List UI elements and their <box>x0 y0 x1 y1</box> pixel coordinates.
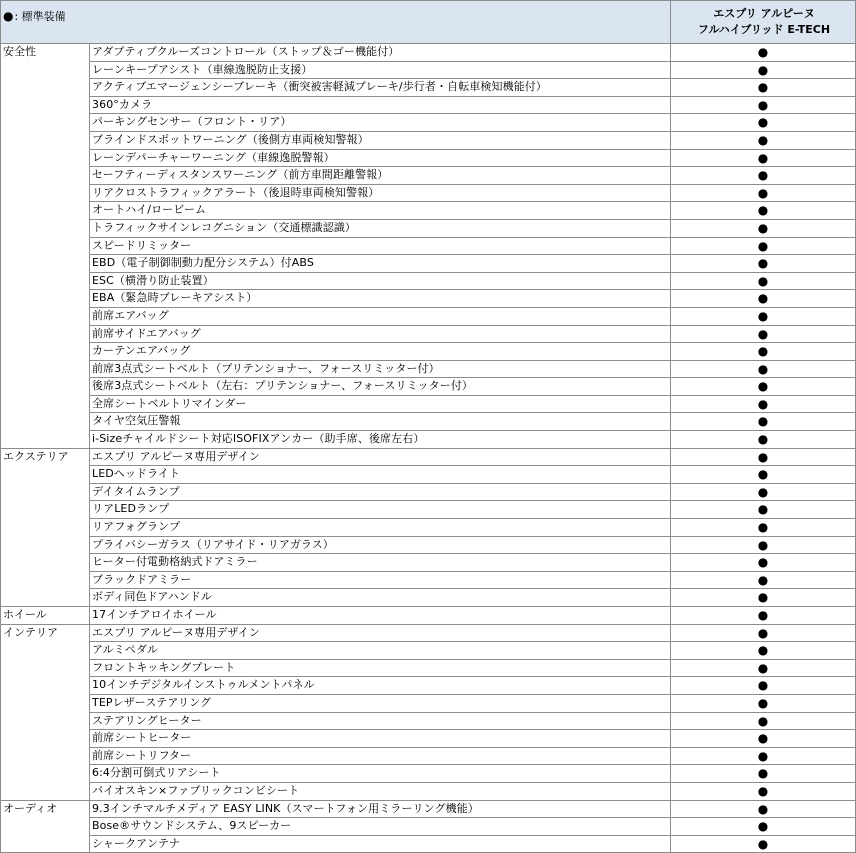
equipment-item-cell: ブラックドアミラー <box>90 571 671 589</box>
legend-label: : 標準装備 <box>14 10 66 23</box>
table-row <box>1 360 856 378</box>
equipment-item-cell: リアフォグランプ <box>90 519 671 537</box>
legend-cell <box>1 1 671 44</box>
table-row <box>1 747 856 765</box>
category-cell: エクステリア <box>1 448 90 606</box>
equipment-item-cell: ステアリングヒーター <box>90 712 671 730</box>
standard-mark-icon: ● <box>671 818 856 836</box>
equipment-item-cell: Bose®サウンドシステム、9スピーカー <box>90 818 671 836</box>
standard-mark-icon: ● <box>671 536 856 554</box>
table-row <box>1 149 856 167</box>
table-row <box>1 61 856 79</box>
standard-mark-icon: ● <box>671 624 856 642</box>
equipment-item-cell: アダプティブクルーズコントロール（ストップ＆ゴー機能付） <box>90 44 671 62</box>
equipment-item-cell: アルミペダル <box>90 642 671 660</box>
equipment-item-cell: デイタイムランプ <box>90 483 671 501</box>
standard-mark-icon: ● <box>671 431 856 449</box>
table-row <box>1 642 856 660</box>
equipment-item-cell: LEDヘッドライト <box>90 466 671 484</box>
equipment-item-cell: タイヤ空気圧警報 <box>90 413 671 431</box>
equipment-item-cell: ESC（横滑り防止装置） <box>90 272 671 290</box>
equipment-item-cell: EBA（緊急時ブレーキアシスト） <box>90 290 671 308</box>
standard-mark-icon: ● <box>671 114 856 132</box>
table-row <box>1 219 856 237</box>
equipment-item-cell: 6:4分割可倒式リアシート <box>90 765 671 783</box>
equipment-item-cell: 全席シートベルトリマインダー <box>90 395 671 413</box>
equipment-item-cell: EBD（電子制御制動力配分システム）付ABS <box>90 255 671 273</box>
table-row <box>1 255 856 273</box>
table-row <box>1 131 856 149</box>
standard-mark-icon: ● <box>671 483 856 501</box>
equipment-item-cell: 360°カメラ <box>90 96 671 114</box>
equipment-item-cell: 前席エアバッグ <box>90 307 671 325</box>
table-row <box>1 466 856 484</box>
equipment-item-cell: バイオスキン×ファブリックコンビシート <box>90 782 671 800</box>
table-row <box>1 483 856 501</box>
standard-mark-icon: ● <box>671 501 856 519</box>
standard-mark-icon: ● <box>671 184 856 202</box>
equipment-item-cell: レーンデパーチャーワーニング（車線逸脱警報） <box>90 149 671 167</box>
standard-mark-icon: ● <box>671 694 856 712</box>
table-row <box>1 79 856 97</box>
standard-mark-icon: ● <box>671 571 856 589</box>
table-row <box>1 818 856 836</box>
standard-mark-icon: ● <box>671 607 856 625</box>
standard-mark-icon: ● <box>671 395 856 413</box>
equipment-item-cell: ボディ同色ドアハンドル <box>90 589 671 607</box>
table-row <box>1 431 856 449</box>
table-row <box>1 712 856 730</box>
standard-mark-icon: ● <box>671 730 856 748</box>
standard-mark-icon: ● <box>671 677 856 695</box>
equipment-item-cell: パーキングセンサー（フロント・リア） <box>90 114 671 132</box>
category-cell: オーディオ <box>1 800 90 853</box>
equipment-item-cell: 9.3インチマルチメディア EASY LINK（スマートフォン用ミラーリング機能） <box>90 800 671 818</box>
table-row <box>1 835 856 853</box>
standard-mark-icon: ● <box>671 272 856 290</box>
equipment-item-cell: プライバシーガラス（リアサイド・リアガラス） <box>90 536 671 554</box>
table-row <box>1 694 856 712</box>
table-row <box>1 325 856 343</box>
table-row <box>1 272 856 290</box>
standard-mark-legend-icon: ● <box>3 9 14 23</box>
standard-mark-icon: ● <box>671 131 856 149</box>
table-row <box>1 571 856 589</box>
equipment-item-cell: リアクロストラフィックアラート（後退時車両検知警報） <box>90 184 671 202</box>
table-row <box>1 536 856 554</box>
table-row <box>1 730 856 748</box>
table-row <box>1 290 856 308</box>
table-row <box>1 800 856 818</box>
equipment-item-cell: リアLEDランプ <box>90 501 671 519</box>
table-row <box>1 184 856 202</box>
standard-mark-icon: ● <box>671 413 856 431</box>
standard-mark-icon: ● <box>671 448 856 466</box>
model-powertrain: フルハイブリッド E-TECH <box>697 23 831 36</box>
standard-mark-icon: ● <box>671 61 856 79</box>
equipment-item-cell: 前席シートリフター <box>90 747 671 765</box>
table-header-row <box>1 1 856 44</box>
table-row <box>1 765 856 783</box>
table-row <box>1 554 856 572</box>
standard-mark-icon: ● <box>671 343 856 361</box>
standard-mark-icon: ● <box>671 800 856 818</box>
table-row <box>1 307 856 325</box>
model-header <box>671 1 856 44</box>
table-row <box>1 44 856 62</box>
standard-mark-icon: ● <box>671 255 856 273</box>
table-row <box>1 782 856 800</box>
standard-mark-icon: ● <box>671 325 856 343</box>
table-row <box>1 519 856 537</box>
table-row <box>1 413 856 431</box>
table-row <box>1 501 856 519</box>
table-row <box>1 114 856 132</box>
standard-mark-icon: ● <box>671 712 856 730</box>
table-row <box>1 448 856 466</box>
equipment-item-cell: ヒーター付電動格納式ドアミラー <box>90 554 671 572</box>
standard-mark-icon: ● <box>671 290 856 308</box>
model-name: エスプリ アルピーヌ <box>713 7 815 20</box>
table-row <box>1 202 856 220</box>
standard-mark-icon: ● <box>671 659 856 677</box>
table-row <box>1 96 856 114</box>
table-row <box>1 589 856 607</box>
equipment-item-cell: TEPレザーステアリング <box>90 694 671 712</box>
equipment-item-cell: カーテンエアバッグ <box>90 343 671 361</box>
table-row <box>1 167 856 185</box>
equipment-item-cell: フロントキッキングプレート <box>90 659 671 677</box>
table-row <box>1 659 856 677</box>
equipment-item-cell: トラフィックサインレコグニション（交通標識認識） <box>90 219 671 237</box>
standard-mark-icon: ● <box>671 782 856 800</box>
equipment-table-body <box>1 1 856 853</box>
standard-mark-icon: ● <box>671 167 856 185</box>
equipment-item-cell: エスプリ アルピーヌ専用デザイン <box>90 624 671 642</box>
table-row <box>1 343 856 361</box>
table-row <box>1 237 856 255</box>
equipment-item-cell: 前席3点式シートベルト（プリテンショナー、フォースリミッター付） <box>90 360 671 378</box>
equipment-item-cell: レーンキープアシスト（車線逸脱防止支援） <box>90 61 671 79</box>
standard-mark-icon: ● <box>671 519 856 537</box>
standard-mark-icon: ● <box>671 44 856 62</box>
standard-mark-icon: ● <box>671 219 856 237</box>
standard-mark-icon: ● <box>671 466 856 484</box>
standard-mark-icon: ● <box>671 202 856 220</box>
equipment-item-cell: 前席シートヒーター <box>90 730 671 748</box>
standard-mark-icon: ● <box>671 237 856 255</box>
table-row <box>1 395 856 413</box>
category-cell: 安全性 <box>1 44 90 449</box>
equipment-item-cell: シャークアンテナ <box>90 835 671 853</box>
equipment-item-cell: 前席サイドエアバッグ <box>90 325 671 343</box>
equipment-item-cell: i-Sizeチャイルドシート対応ISOFIXアンカー（助手席、後席左右） <box>90 431 671 449</box>
standard-mark-icon: ● <box>671 79 856 97</box>
table-row <box>1 624 856 642</box>
equipment-item-cell: エスプリ アルピーヌ専用デザイン <box>90 448 671 466</box>
table-row <box>1 378 856 396</box>
equipment-item-cell: ブラインドスポットワーニング（後側方車両検知警報） <box>90 131 671 149</box>
table-row <box>1 677 856 695</box>
standard-mark-icon: ● <box>671 747 856 765</box>
standard-mark-icon: ● <box>671 360 856 378</box>
standard-mark-icon: ● <box>671 642 856 660</box>
category-cell: ホイール <box>1 607 90 625</box>
equipment-item-cell: アクティブエマージェンシーブレーキ（衝突被害軽減ブレーキ/歩行者・自転車検知機能付） <box>90 79 671 97</box>
equipment-item-cell: 17インチアロイホイール <box>90 607 671 625</box>
standard-mark-icon: ● <box>671 765 856 783</box>
equipment-item-cell: セーフティーディスタンスワーニング（前方車間距離警報） <box>90 167 671 185</box>
table-row <box>1 607 856 625</box>
standard-mark-icon: ● <box>671 149 856 167</box>
equipment-item-cell: スピードリミッター <box>90 237 671 255</box>
equipment-item-cell: オートハイ/ロービーム <box>90 202 671 220</box>
category-cell: インテリア <box>1 624 90 800</box>
equipment-item-cell: 10インチデジタルインストゥルメントパネル <box>90 677 671 695</box>
standard-mark-icon: ● <box>671 589 856 607</box>
standard-mark-icon: ● <box>671 378 856 396</box>
equipment-item-cell: 後席3点式シートベルト（左右：プリテンショナー、フォースリミッター付） <box>90 378 671 396</box>
standard-mark-icon: ● <box>671 96 856 114</box>
standard-mark-icon: ● <box>671 307 856 325</box>
standard-mark-icon: ● <box>671 554 856 572</box>
standard-mark-icon: ● <box>671 835 856 853</box>
